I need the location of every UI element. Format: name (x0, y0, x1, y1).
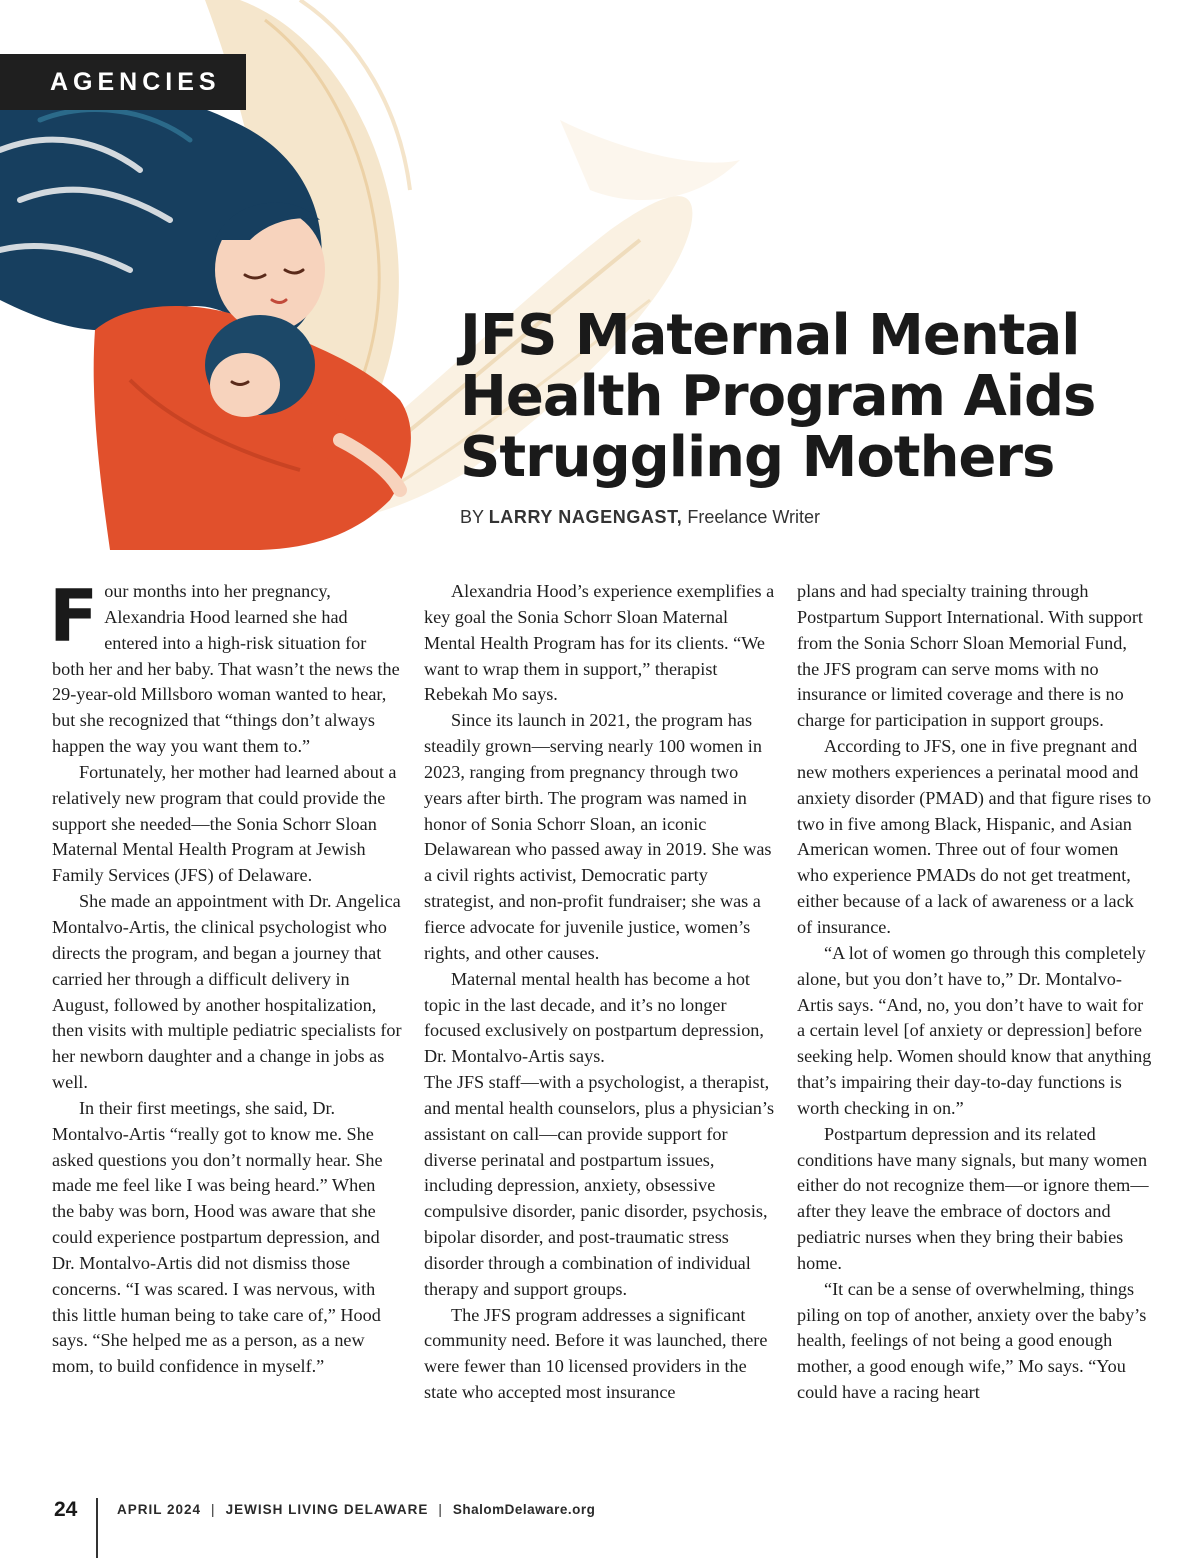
body-column-1 (49, 574, 402, 1380)
paragraph (49, 574, 402, 760)
paragraph-text: our months into her pregnancy, Alexandria Hood learned she had entered into a high-risk situation for both her and her baby. That wasn’t the news the 29-year-old Millsboro woman wanted to hear, but she recognized that “things don’t always happen the way you want them to.” (52, 581, 400, 757)
paragraph: “It can be a sense of overwhelming, things piling on top of another, anxiety over the baby’s health, feelings of not being a good enough mother, a good enough wife,” Mo says. “You could have a racing heart (797, 1278, 1147, 1403)
body-column-3 (797, 579, 1153, 1406)
page-number: 24 (54, 1498, 78, 1521)
body-column-2 (424, 579, 776, 1406)
byline-author: LARRY NAGENGAST, (488, 507, 683, 527)
footer-divider (96, 1498, 98, 1558)
page-footer (0, 1484, 1200, 1558)
paragraph: The JFS program addresses a significant community need. Before it was launched, there were fewer than 10 licensed providers in the state who accepted most insurance (424, 1304, 768, 1403)
paragraph: In their first meetings, she said, Dr. Montalvo-Artis “really got to know me. She asked questions you don’t normally hear. She made me feel like I was being heard.” When the baby was born, Hood was aware that she could experience postpartum depression, and Dr. Montalvo-Artis did not dismiss those concerns. “I was scared. I was nervous, with this little human being to take care of,” Hood says. “She helped me as a person, as a new mom, to build confidence in myself.” (52, 1097, 383, 1377)
paragraph: Postpartum depression and its related conditions have many signals, but many women either do not recognize them—or ignore them—after they leave the embrace of doctors and pediatric nurses when they bring their babies home. (797, 1123, 1149, 1273)
paragraph: Alexandria Hood’s experience exemplifies a key goal the Sonia Schorr Sloan Maternal Mental Health Program has for its clients. “We want to wrap them in support,” therapist Rebekah Mo says. (424, 581, 775, 705)
paragraph: She made an appointment with Dr. Angelica Montalvo-Artis, the clinical psychologist who directs the program, and began a journey that carried her through a difficult delivery in August, followed by another hospitalization, then visits with multiple pediatric specialists for her newborn daughter and a change in jobs as well. (52, 891, 402, 1093)
issue-date: APRIL 2024 (117, 1502, 202, 1517)
paragraph: The JFS staff—with a psychologist, a therapist, and mental health counselors, plus a physician’s assistant on call—can provide support for diverse perinatal and postpartum issues, including depression, anxiety, obsessive compulsive disorder, panic disorder, psychosis, bipolar disorder, and post-traumatic stress disorder through a combination of individual therapy and support groups. (424, 1072, 775, 1299)
byline (460, 507, 820, 528)
byline-prefix: BY (460, 507, 484, 527)
paragraph: Since its launch in 2021, the program has steadily grown—serving nearly 100 women in 2023, ranging from pregnancy through two years after birth. The program was named in honor of Sonia Schorr Sloan, an iconic Delawarean who passed away in 2019. She was a civil rights activist, Democratic party strategist, and non-profit fundraiser; she was a fierce advocate for juvenile justice, women’s rights, and other causes. (424, 710, 772, 963)
separator: | (211, 1502, 216, 1517)
paragraph: Fortunately, her mother had learned about a relatively new program that could provide the support she needed—the Sonia Schorr Sloan Maternal Mental Health Program at Jewish Family Services (JFS) of Delaware. (52, 761, 397, 886)
paragraph: Maternal mental health has become a hot topic in the last decade, and it’s no longer focused exclusively on postpartum depression, Dr. Montalvo-Artis says. (424, 968, 764, 1067)
paragraph: According to JFS, one in five pregnant and new mothers experiences a perinatal mood and anxiety disorder (PMAD) and that figure rises to two in five among Black, Hispanic, and Asian American women. Three out of four women who experience PMADs do not get treatment, either because of a lack of awareness or a lack of insurance. (797, 736, 1152, 937)
paragraph: “A lot of women go through this completely alone, but you don’t have to,” Dr. Montalvo-Artis says. “And, no, you don’t have to wait for a certain level [of anxiety or depression] before seeking help. Women should know that anything that’s impairing their day-to-day functions is worth checking in on.” (797, 942, 1152, 1118)
drop-cap: F (49, 574, 99, 658)
article-headline: JFS Maternal Mental Health Program Aids Struggling Mothers (460, 303, 1096, 490)
byline-role: Freelance Writer (687, 507, 821, 527)
paragraph: plans and had specialty training through Postpartum Support International. With support from the Sonia Schorr Sloan Memorial Fund, the JFS program can serve moms with no insurance or limited coverage and there is no charge for participation in support groups. (797, 581, 1143, 731)
publication-name: JEWISH LIVING DELAWARE (225, 1502, 429, 1517)
section-tag: AGENCIES (0, 54, 246, 110)
website-link[interactable]: ShalomDelaware.org (452, 1502, 596, 1517)
footer-info (117, 1502, 595, 1517)
separator: | (438, 1502, 443, 1517)
